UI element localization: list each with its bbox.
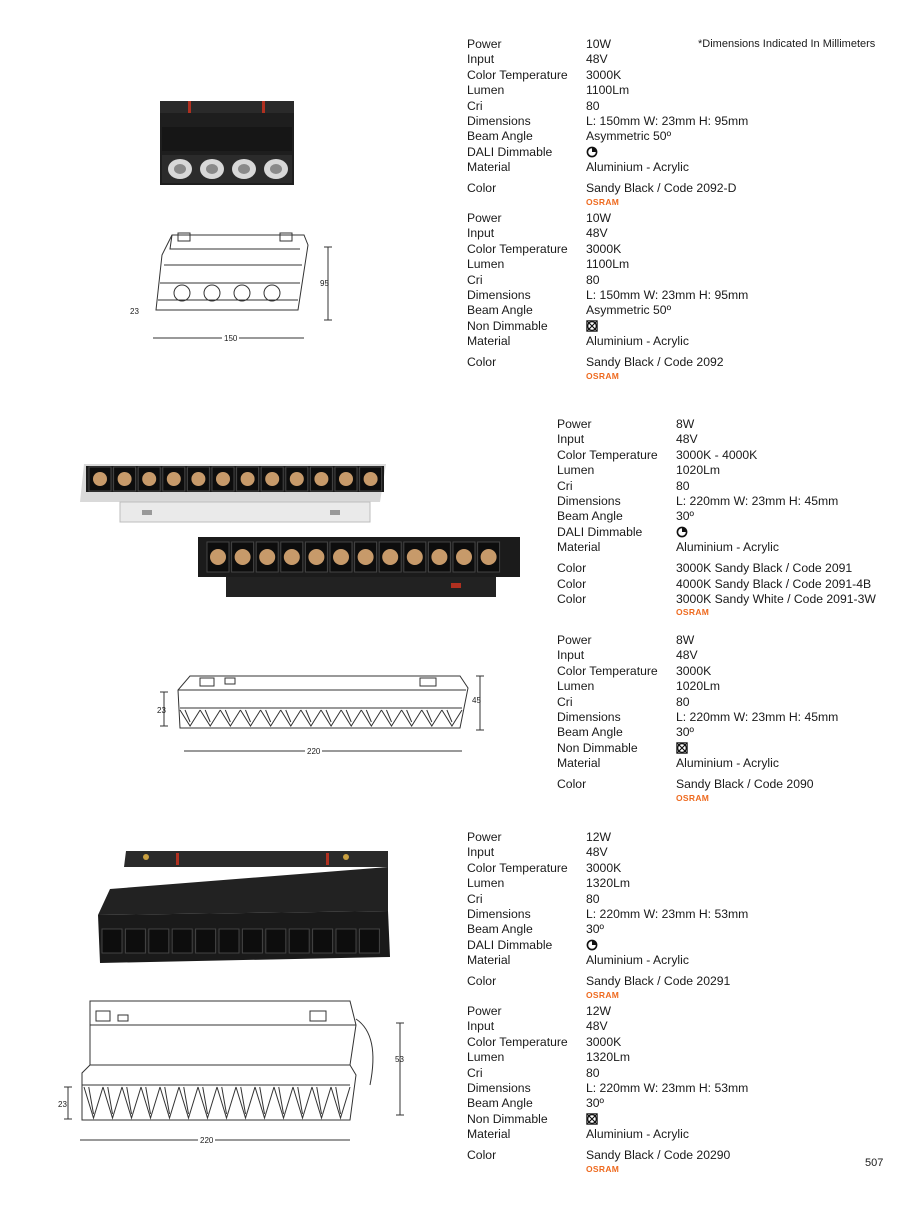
osram-logo: OSRAM [586,989,620,1000]
spec-value: 3000K [586,241,622,256]
spec-row [467,288,748,303]
spec-value: Aluminium - Acrylic [586,1127,689,1142]
spec-row [467,181,748,196]
spec-value: 4000K Sandy Black / Code 2091-4B [676,576,872,591]
spec-block-2092-d [467,37,748,207]
led-lens [358,549,374,565]
osram-logo: OSRAM [676,792,710,803]
led-lens [235,549,251,565]
dimension-width: 23 [58,1100,67,1109]
led-lens [407,549,423,565]
spec-row [467,1066,748,1081]
spec-label: Color [557,777,587,792]
spec-value: 80 [676,478,690,493]
led-lens [167,472,181,486]
spec-value: 1020Lm [676,679,721,694]
spec-value: 80 [586,891,600,906]
spec-label: Material [467,1127,511,1142]
spec-value: 48V [586,845,608,860]
spec-value: Sandy Black / Code 20291 [586,974,731,989]
spec-row [557,679,838,694]
spec-label: Dimensions [467,114,531,129]
spec-value: Aluminium - Acrylic [586,160,689,175]
spec-value: 30º [586,922,605,937]
spec-value: 10W [586,211,612,225]
spec-row [467,52,748,67]
dali-dimmable-icon [676,525,688,540]
led-lens [481,549,497,565]
led-lens [191,472,205,486]
spec-value: L: 150mm W: 23mm H: 95mm [586,288,749,303]
spec-row [557,432,876,447]
spec-label: Power [467,211,502,225]
spec-value: Aluminium - Acrylic [676,756,779,771]
led-cell [336,929,356,953]
spec-value: 1100Lm [586,257,630,272]
spec-label: Lumen [467,876,505,891]
spec-value: 80 [586,272,600,287]
non-dimmable-icon [586,319,598,334]
spec-label: Non Dimmable [467,318,548,333]
spec-value: 3000K - 4000K [676,447,758,462]
spec-row [557,777,838,792]
spec-label: Beam Angle [557,725,623,740]
dimensions-note: *Dimensions Indicated In Millimeters [698,38,876,50]
technical-drawing-2092 [120,225,340,350]
spec-value: 8W [676,633,695,647]
spec-row [467,114,748,129]
spec-row [467,273,748,288]
spec-label: DALI Dimmable [467,144,553,159]
spec-row [467,1019,748,1034]
spec-value: 3000K Sandy Black / Code 2091 [676,561,853,576]
product-photo-2092 [158,97,298,189]
spec-row [467,845,748,860]
spec-label: Non Dimmable [557,740,638,755]
led-cell [102,929,122,953]
dimension-height: 95 [320,279,329,288]
spec-label: Cri [557,694,573,709]
spec-label: Color Temperature [467,1034,568,1049]
led-cell [359,929,379,953]
spec-block-2092 [467,211,748,381]
led-lens [259,549,275,565]
led-lens [290,472,304,486]
led-lens [210,549,226,565]
spec-label: Color Temperature [467,67,568,82]
spec-block-2091 [557,417,876,617]
spec-label: Beam Angle [467,303,533,318]
spec-label: Color [467,1148,497,1163]
spec-label: Input [467,226,495,241]
spec-value: 10W [586,37,612,51]
spec-label: Color [467,181,497,196]
spec-row [557,509,876,524]
spec-label: Input [467,845,495,860]
spec-value: 3000K Sandy White / Code 2091-3W [676,591,876,606]
spec-row [557,577,876,592]
spec-value: 30º [586,1096,605,1111]
spec-label: Beam Angle [467,129,533,144]
dimension-length: 150 [224,334,238,343]
spec-value: L: 150mm W: 23mm H: 95mm [586,114,749,129]
spec-label: Power [557,633,592,647]
page-number: 507 [865,1157,884,1169]
spec-block-20291 [467,830,748,1000]
spec-label: Input [557,432,585,447]
baffle-outline [84,1087,350,1118]
spec-value: 1320Lm [586,1050,631,1065]
spec-label: Color Temperature [557,663,658,678]
led-lens [284,549,300,565]
spec-row [557,417,876,432]
spec-label: Beam Angle [557,509,623,524]
spec-value: 48V [586,226,608,241]
spec-label: Power [467,37,502,51]
spec-label: Cri [467,272,483,287]
spec-label: DALI Dimmable [467,937,553,952]
spec-value: 1100Lm [586,83,630,98]
spec-label: Dimensions [467,1081,531,1096]
spec-value: 48V [586,52,608,67]
led-cell [125,929,145,953]
spec-row [467,1035,748,1050]
spec-row [467,68,748,83]
spec-row [557,463,876,478]
product-photo-2091-black [196,533,522,599]
spec-row [557,741,838,756]
led-lens [456,549,472,565]
spec-value: 12W [586,1004,612,1018]
non-dimmable-icon [676,741,688,756]
led-lens [314,472,328,486]
spec-value: Sandy Black / Code 2090 [676,777,814,792]
spec-row [557,725,838,740]
spec-row [557,633,838,648]
spec-label: Material [467,334,511,349]
dimension-width: 23 [157,706,166,715]
dimension-length: 220 [200,1136,214,1145]
spec-row [467,129,748,144]
spec-label: Power [467,1004,502,1018]
technical-drawing-20291 [50,995,410,1150]
spec-label: Non Dimmable [467,1111,548,1126]
spec-value: Sandy Black / Code 2092 [586,355,724,370]
spec-value: Aluminium - Acrylic [586,334,689,349]
spec-row [467,922,748,937]
spec-row [467,953,748,968]
led-lens [241,472,255,486]
spec-value: 80 [586,1065,600,1080]
spec-row [467,242,748,257]
spec-row [467,1112,748,1127]
spec-label: Cri [467,98,483,113]
spec-value: 8W [676,417,695,431]
spec-row [557,494,876,509]
spec-row [557,756,838,771]
spec-label: Cri [557,478,573,493]
spec-row [467,355,748,370]
led-cell [196,929,216,953]
spec-label: Dimensions [467,288,531,303]
led-lens [333,549,349,565]
dimension-height: 53 [395,1055,404,1064]
led-lens [364,472,378,486]
spec-row [467,876,748,891]
spec-label: Power [557,417,592,431]
spec-row [467,303,748,318]
spec-row [467,974,748,989]
led-lens [308,549,324,565]
spec-label: Material [557,756,601,771]
spec-row [467,1148,748,1163]
spec-row [467,1004,748,1019]
spec-row [467,1081,748,1096]
spec-value: 3000K [676,663,712,678]
spec-label: Cri [467,891,483,906]
spec-row [467,1127,748,1142]
spec-value: Asymmetric 50º [586,303,672,318]
led-cell [172,929,192,953]
spec-value: 3000K [586,860,622,875]
spec-row [557,592,876,607]
spec-row [557,648,838,663]
spec-row [557,695,838,710]
spec-row [467,1050,748,1065]
spec-value: Aluminium - Acrylic [676,540,779,555]
spec-value: 80 [586,98,600,113]
technical-drawing-2091 [150,668,490,763]
spec-block-2090 [557,633,838,803]
spec-value: Sandy Black / Code 2092-D [586,181,737,196]
spec-value: Asymmetric 50º [586,129,672,144]
osram-logo: OSRAM [586,196,620,207]
spec-label: Lumen [467,257,505,272]
led-lens [431,549,447,565]
spec-row [467,99,748,114]
dimension-width: 23 [130,307,139,316]
product-photo-2091-white [80,460,390,524]
spec-label: Input [467,1019,495,1034]
baffle-outline [180,710,462,726]
spec-label: Material [467,953,511,968]
osram-logo: OSRAM [586,1163,620,1174]
spec-row [557,540,876,555]
spec-value: Aluminium - Acrylic [586,953,689,968]
spec-label: Lumen [467,1050,505,1065]
spec-row [467,83,748,98]
spec-label: Dimensions [467,907,531,922]
led-cell [149,929,169,953]
spec-value: 1020Lm [676,463,721,478]
spec-block-20290 [467,1004,748,1174]
spec-label: Color [467,974,497,989]
led-cell [219,929,239,953]
spec-row [557,664,838,679]
led-lens [382,549,398,565]
spec-row [467,160,748,175]
spec-value: 3000K [586,1034,622,1049]
led-lens [265,472,279,486]
dali-dimmable-icon [586,145,598,160]
spec-row [557,710,838,725]
spec-value: L: 220mm W: 23mm H: 45mm [676,494,839,509]
spec-value: 12W [586,830,612,844]
spec-value: Sandy Black / Code 20290 [586,1148,731,1163]
spec-label: Color [557,576,587,591]
spec-label: Lumen [467,83,505,98]
spec-row [557,561,876,576]
spec-row [467,211,748,226]
spec-label: Color Temperature [557,447,658,462]
product-photo-20291 [96,845,396,970]
spec-label: Lumen [557,679,595,694]
led-lens [118,472,132,486]
led-cell [242,929,262,953]
led-lens [339,472,353,486]
spec-row [557,448,876,463]
spec-label: Lumen [557,463,595,478]
spec-label: Color [557,561,587,576]
spec-label: Color [467,355,497,370]
spec-value: 3000K [586,67,622,82]
spec-label: Input [467,52,495,67]
spec-label: Color Temperature [467,860,568,875]
spec-label: Cri [467,1065,483,1080]
spec-label: Dimensions [557,710,621,725]
spec-row [557,479,876,494]
non-dimmable-icon [586,1112,598,1127]
spec-label: Power [467,830,502,844]
spec-row [467,37,748,52]
spec-row [467,907,748,922]
osram-logo: OSRAM [586,370,620,381]
spec-row [467,257,748,272]
spec-row [467,334,748,349]
spec-label: Dimensions [557,494,621,509]
spec-row [467,938,748,953]
spec-label: Color Temperature [467,241,568,256]
spec-value: 1320Lm [586,876,631,891]
spec-value: L: 220mm W: 23mm H: 53mm [586,907,749,922]
led-cell [266,929,286,953]
spec-value: 48V [676,648,698,663]
spec-value: L: 220mm W: 23mm H: 45mm [676,710,839,725]
spec-row [467,1096,748,1111]
spec-value: 30º [676,509,695,524]
spec-value: 48V [676,432,698,447]
spec-label: Input [557,648,585,663]
dali-dimmable-icon [586,938,598,953]
spec-row [467,892,748,907]
spec-value: 48V [586,1019,608,1034]
spec-row [467,319,748,334]
spec-label: Beam Angle [467,922,533,937]
spec-value: 30º [676,725,695,740]
led-lens [142,472,156,486]
spec-value: L: 220mm W: 23mm H: 53mm [586,1081,749,1096]
led-cell [289,929,309,953]
spec-row [467,145,748,160]
led-cell [313,929,333,953]
dimension-length: 220 [307,747,321,756]
led-lens [216,472,230,486]
led-lens [93,472,107,486]
spec-row [467,226,748,241]
spec-label: DALI Dimmable [557,524,643,539]
spec-row [467,861,748,876]
spec-value: 80 [676,694,690,709]
dimension-height: 45 [472,696,481,705]
spec-row [557,525,876,540]
spec-label: Material [557,540,601,555]
spec-label: Material [467,160,511,175]
spec-label: Beam Angle [467,1096,533,1111]
spec-row [467,830,748,845]
spec-label: Color [557,591,587,606]
osram-logo: OSRAM [676,607,710,618]
